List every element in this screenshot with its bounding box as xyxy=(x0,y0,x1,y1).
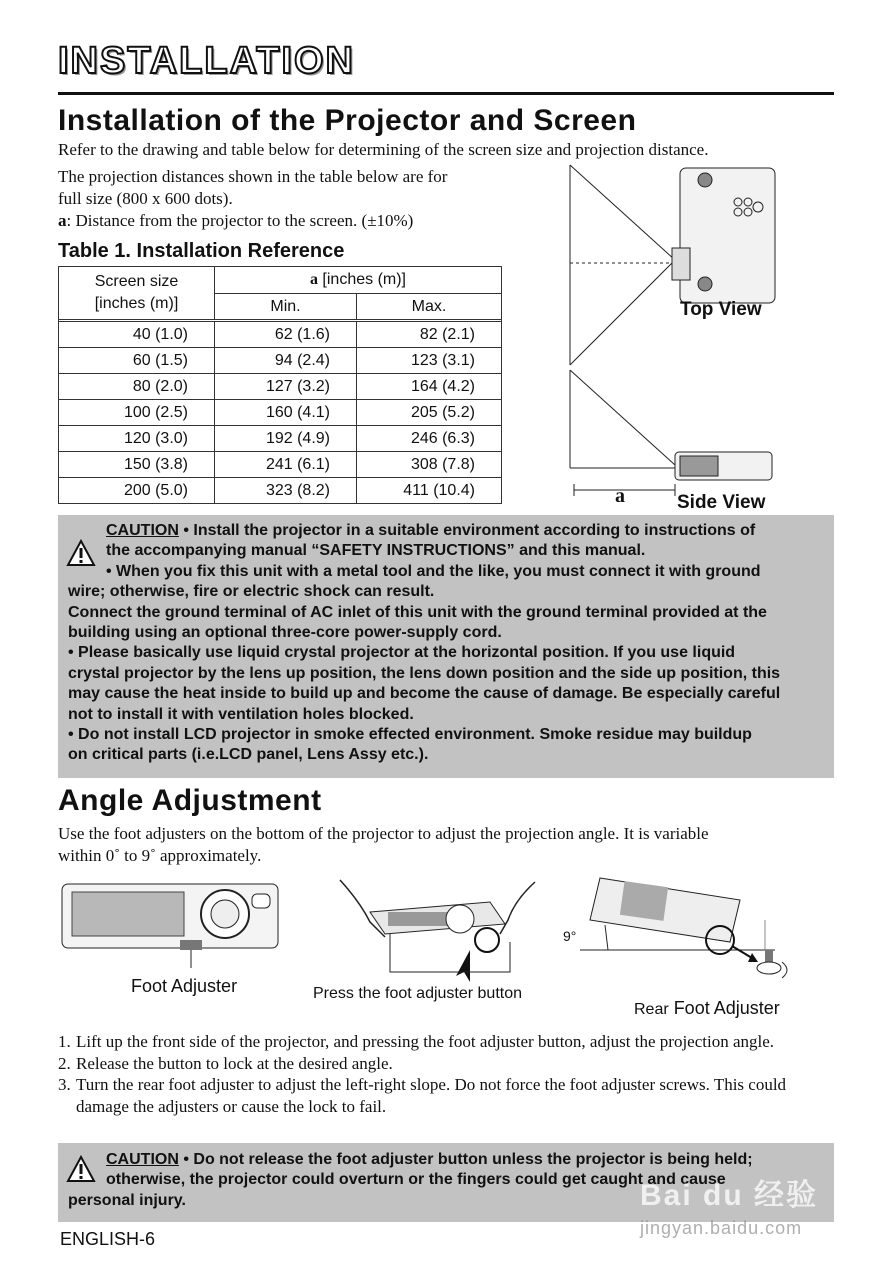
table-header-row xyxy=(59,267,502,294)
header-min: Min. xyxy=(215,294,357,320)
caution-line-1: CAUTION • Do not release the foot adjuster button unless the projector is being held; xyxy=(106,1151,753,1168)
header-max: Max. xyxy=(357,294,502,320)
tilt-angle-figure xyxy=(560,870,800,985)
table-row: 60 (1.5) 94 (2.4) 123 (3.1) xyxy=(59,348,502,374)
header-screen-size-line1: Screen size xyxy=(94,273,179,290)
caution-line-12: on critical parts (i.e.LCD panel, Lens Assy etc.). xyxy=(68,746,429,764)
press-button-caption: Press the foot adjuster button xyxy=(313,985,523,1002)
a-symbol: a xyxy=(58,211,67,230)
angle-intro-line-1: Use the foot adjusters on the bottom of the projector to adjust the projection angle. It is variable xyxy=(58,824,709,843)
projector-front-figure xyxy=(60,880,282,970)
caution-line-1: CAUTION • Install the projector in a suitable environment according to instructions of xyxy=(106,522,756,539)
table-title: Table 1. Installation Reference xyxy=(58,240,345,262)
watermark-url: jingyan.baidu.com xyxy=(640,1218,803,1238)
caution-line-7: • Please basically use liquid crystal projector at the horizontal position. If you use liquid xyxy=(68,644,736,662)
table-row: 40 (1.0) 62 (1.6) 82 (2.1) xyxy=(59,322,502,348)
caution-line-9: may cause the heat inside to build up and become the cause of damage. Be especially careful xyxy=(68,685,781,703)
top-view-label: Top View xyxy=(680,299,762,320)
caution-box-install xyxy=(58,515,834,778)
section-intro: Refer to the drawing and table below for determining of the screen size and projection distance. xyxy=(58,140,709,159)
table-row: 80 (2.0) 127 (3.2) 164 (4.2) xyxy=(59,374,502,400)
caution-line-2: the accompanying manual “SAFETY INSTRUCTIONS” and this manual. xyxy=(106,542,646,560)
list-item: 2. Release the button to lock at the desired angle. xyxy=(58,1053,393,1073)
side-view-drawing xyxy=(570,370,772,496)
side-view-label: Side View xyxy=(677,492,766,513)
warning-triangle-icon xyxy=(66,1155,96,1183)
note-line-1: The projection distances shown in the table below are for xyxy=(58,167,448,186)
table-row: 200 (5.0) 323 (8.2) 411 (10.4) xyxy=(59,478,502,504)
angle-label: 9° xyxy=(563,928,577,944)
page-number: ENGLISH-6 xyxy=(60,1229,156,1249)
note-line-3 xyxy=(58,210,518,232)
a-symbol: a xyxy=(309,271,318,288)
distance-a-label: a xyxy=(615,485,625,507)
list-item: 3. Turn the rear foot adjuster to adjust the left-right slope. Do not force the foot adjuster screws. This could damage the adjusters or cause the lock to fail. xyxy=(58,1075,787,1116)
header-screen-size-line2: [inches (m)] xyxy=(94,295,179,312)
caution-line-2: otherwise, the projector could overturn or the fingers could get caught and cause xyxy=(106,1171,726,1189)
caution-line-10: not to install it with ventilation holes blocked. xyxy=(68,705,414,723)
section-heading-installation: Installation of the Projector and Screen xyxy=(58,104,637,137)
caution-line-8: crystal projector by the lens up position, the lens down position and the side up position, this xyxy=(68,664,781,682)
rear-word: Rear xyxy=(634,1001,669,1018)
caution-line-6: building using an optional three-core power-supply cord. xyxy=(68,624,502,641)
caution-line-11: • Do not install LCD projector in smoke effected environment. Smoke residue may buildup xyxy=(68,726,752,743)
table-row: 100 (2.5) 160 (4.1) 205 (5.2) xyxy=(59,400,502,426)
top-view-drawing xyxy=(570,165,775,365)
caution-line-5: Connect the ground terminal of AC inlet of this unit with the ground terminal provided at the xyxy=(68,603,767,621)
header-distance xyxy=(215,267,502,294)
section-heading-angle: Angle Adjustment xyxy=(58,784,322,817)
projection-diagram xyxy=(560,160,790,510)
table-row: 120 (3.0) 192 (4.9) 246 (6.3) xyxy=(59,426,502,452)
caution-line-3: personal injury. xyxy=(68,1191,186,1209)
distance-definition: : Distance from the projector to the screen. (±10%) xyxy=(66,211,414,230)
header-screen-size xyxy=(59,267,215,320)
caution-label: CAUTION xyxy=(106,522,179,539)
angle-intro-line-2: within 0˚ to 9˚ approximately. xyxy=(58,846,262,865)
page-title: INSTALLATION xyxy=(58,40,355,82)
distance-note xyxy=(58,166,518,232)
foot-adjuster-caption: Foot Adjuster xyxy=(131,976,238,996)
caution-line-4: wire; otherwise, fire or electric shock can result. xyxy=(68,583,435,601)
title-rule xyxy=(58,92,834,95)
watermark-brand: Bai du 经验 xyxy=(640,1179,819,1212)
warning-triangle-icon xyxy=(66,539,96,567)
adjustment-steps xyxy=(58,1031,834,1117)
press-button-figure xyxy=(330,872,542,982)
table-row: 150 (3.8) 241 (6.1) 308 (7.8) xyxy=(59,452,502,478)
note-line-2: full size (800 x 600 dots). xyxy=(58,189,233,208)
header-distance-units: [inches (m)] xyxy=(317,271,406,288)
installation-table xyxy=(58,266,502,504)
caution-label: CAUTION xyxy=(106,1151,179,1168)
rear-foot-adjuster: Foot Adjuster xyxy=(668,998,780,1018)
rear-foot-caption xyxy=(634,998,780,1019)
list-item: 1. Lift up the front side of the projector, and pressing the foot adjuster button, adjust the projection angle. xyxy=(58,1032,775,1051)
caution-line-3: • When you fix this unit with a metal tool and the like, you must connect it with ground xyxy=(106,562,761,580)
